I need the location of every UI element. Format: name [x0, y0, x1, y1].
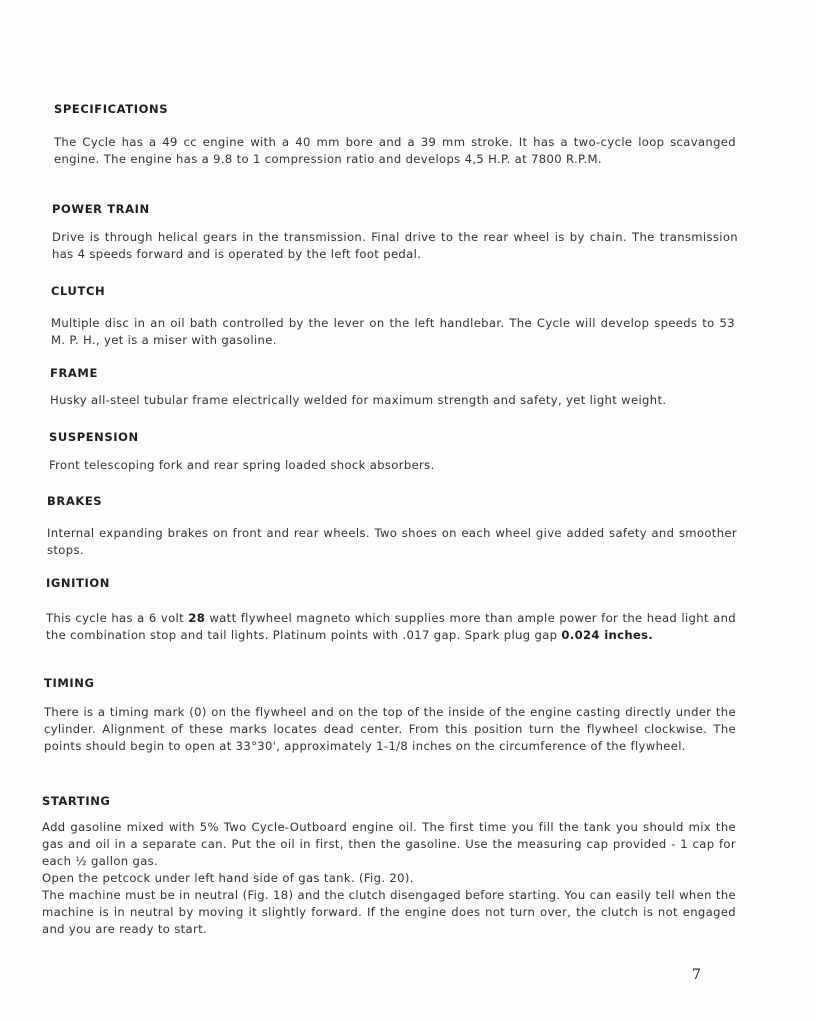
paragraph-timing: There is a timing mark (0) on the flywheel and on the top of the inside of the engine casting directly under the cylinder. Alignment of these marks locates dead center. From this position turn the flywheel clockwise. The points should begin to open at 33°30', approximately 1-1/8 inches on the circumference of the flywheel.: [44, 705, 736, 753]
ignition-text-1: This cycle has a 6 volt: [46, 611, 189, 625]
paragraph-starting-3: The machine must be in neutral (Fig. 18) and the clutch disengaged before starting. You can easily tell when the machine is in neutral by moving it slightly forward. If the engine does not turn over, the clutch is not engaged and you are ready to start.: [42, 888, 736, 936]
heading-suspension: SUSPENSION: [49, 430, 139, 444]
text-timing: [44, 704, 736, 755]
ignition-text-2: watt flywheel magneto which supplies more than ample power for the head light and the combination stop and tail lights. Platinum points with .017 gap. Spark plug gap: [46, 611, 736, 642]
ignition-wattage: 28: [188, 611, 206, 625]
paragraph-specifications: The Cycle has a 49 cc engine with a 40 mm bore and a 39 mm stroke. It has a two-cycle loop scavanged engine. The engine has a 9.8 to 1 compression ratio and develops 4,5 H.P. at 7800 R.P.M.: [54, 135, 736, 166]
page-number: 7: [692, 967, 701, 983]
paragraph-frame: Husky all-steel tubular frame electrically welded for maximum strength and safety, yet light weight.: [50, 393, 667, 407]
section-power-train: [52, 202, 738, 263]
text-starting: [42, 819, 736, 938]
heading-frame: FRAME: [50, 366, 98, 380]
paragraph-power-train: Drive is through helical gears in the transmission. Final drive to the rear wheel is by chain. The transmission has 4 speeds forward and is operated by the left foot pedal.: [52, 230, 738, 261]
paragraph-ignition: [46, 610, 736, 644]
paragraph-suspension: Front telescoping fork and rear spring loaded shock absorbers.: [49, 458, 435, 472]
section-clutch: [51, 284, 735, 349]
section-brakes: [47, 494, 737, 559]
text-specifications: [54, 134, 736, 168]
paragraph-starting-2: Open the petcock under left hand side of gas tank. (Fig. 20).: [42, 871, 414, 885]
text-ignition: [46, 610, 736, 644]
section-specifications: [54, 102, 736, 168]
text-suspension: [49, 457, 735, 474]
heading-specifications: SPECIFICATIONS: [54, 102, 169, 116]
heading-brakes: BRAKES: [47, 494, 103, 508]
text-brakes: [47, 525, 737, 559]
heading-power-train: POWER TRAIN: [52, 202, 150, 216]
heading-timing: TIMING: [44, 676, 95, 690]
text-clutch: [51, 315, 735, 349]
section-timing: [44, 676, 736, 755]
heading-clutch: CLUTCH: [51, 284, 106, 298]
section-frame: [50, 366, 736, 409]
heading-ignition: IGNITION: [46, 576, 110, 590]
section-suspension: [49, 430, 735, 474]
heading-starting: STARTING: [42, 794, 111, 808]
ignition-spark-gap: 0.024 inches.: [561, 628, 654, 642]
text-power-train: [52, 229, 738, 263]
paragraph-starting-1: Add gasoline mixed with 5% Two Cycle-Outboard engine oil. The first time you fill the tank you should mix the gas and oil in a separate can. Put the oil in first, then the gasoline. Use the measuring cap provided - 1 cap for each ½ gallon gas.: [42, 820, 736, 868]
section-starting: [42, 794, 736, 938]
paragraph-brakes: Internal expanding brakes on front and rear wheels. Two shoes on each wheel give added safety and smoother stops.: [47, 526, 737, 557]
section-ignition: [46, 576, 736, 644]
text-frame: [50, 392, 736, 409]
paragraph-clutch: Multiple disc in an oil bath controlled by the lever on the left handlebar. The Cycle will develop speeds to 53 M. P. H., yet is a miser with gasoline.: [51, 316, 735, 347]
